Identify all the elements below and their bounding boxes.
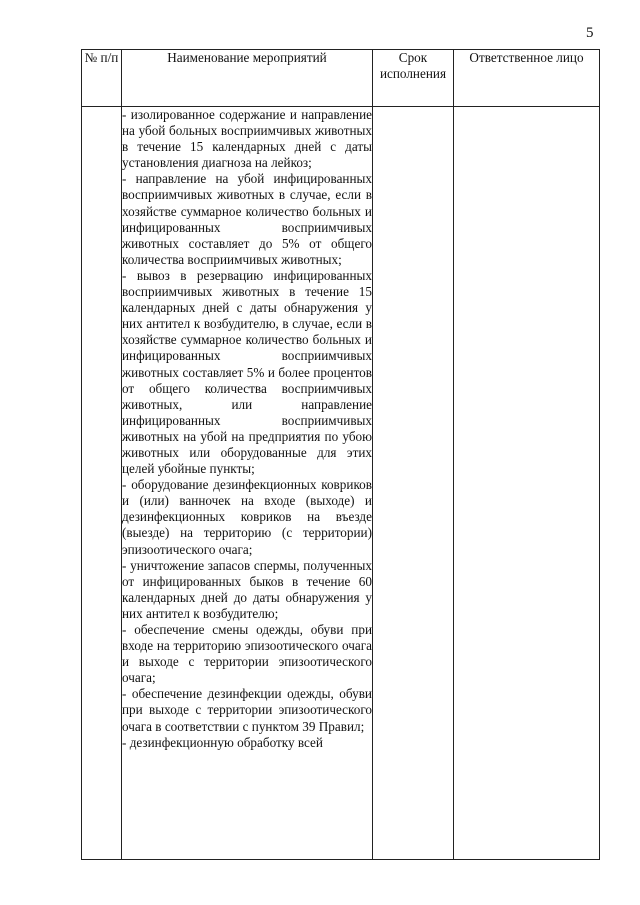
header-number: № п/п [82,50,122,107]
responsible-cell [454,107,600,860]
measures-cell [122,107,373,860]
header-deadline: Срок исполнения [373,50,454,107]
measure-paragraph: - уничтожение запасов спермы, полученных от инфицированных быков в течение 60 календарных дней до даты обнаружения у них антител к возбудителю; [122,557,372,621]
header-responsible: Ответственное лицо [454,50,600,107]
measure-paragraph: - обеспечение смены одежды, обуви при входе на территорию эпизоотического очага и выходе с территории эпизоотического очага; [122,622,372,686]
measure-paragraph: - дезинфекционную обработку всей [122,734,323,750]
page-number: 5 [586,25,594,41]
row-number-cell [82,107,122,860]
table-row [82,107,600,860]
measures-table [81,49,600,860]
deadline-cell [373,107,454,860]
measure-paragraph: - оборудование дезинфекционных ковриков и (или) ванночек на входе (выходе) и дезинфекционных ковриков на въезде (выезде) на территорию (с территории) эпизоотического очага; [122,477,372,557]
measure-paragraph: - обеспечение дезинфекции одежды, обуви при выходе с территории эпизоотического очага в соответствии с пунктом 39 Правил; [122,686,372,734]
table-header-row [82,50,600,107]
measure-paragraph: - изолированное содержание и направление на убой больных восприимчивых животных в течение 15 календарных дней с даты установления диагноза на лейкоз; [122,107,372,171]
header-measures: Наименование мероприятий [122,50,373,107]
measure-paragraph: - направление на убой инфицированных восприимчивых животных в случае, если в хозяйстве суммарное количество больных и инфицированных восприимчивых животных составляет до 5% от общего количества восприимчивых животных; [122,171,372,267]
measure-paragraph: - вывоз в резервацию инфицированных восприимчивых животных в течение 15 календарных дней с даты обнаружения у них антител к возбудителю, в случае, если в хозяйстве суммарное количество больных и инфицированных восприимчивых животных составляет 5% и более процентов от общего количества восприимчивых животных, или направление инфицированных восприимчивых животных на убой на предприятия по убою животных или оборудованные для этих целей убойные пункты; [122,267,372,477]
